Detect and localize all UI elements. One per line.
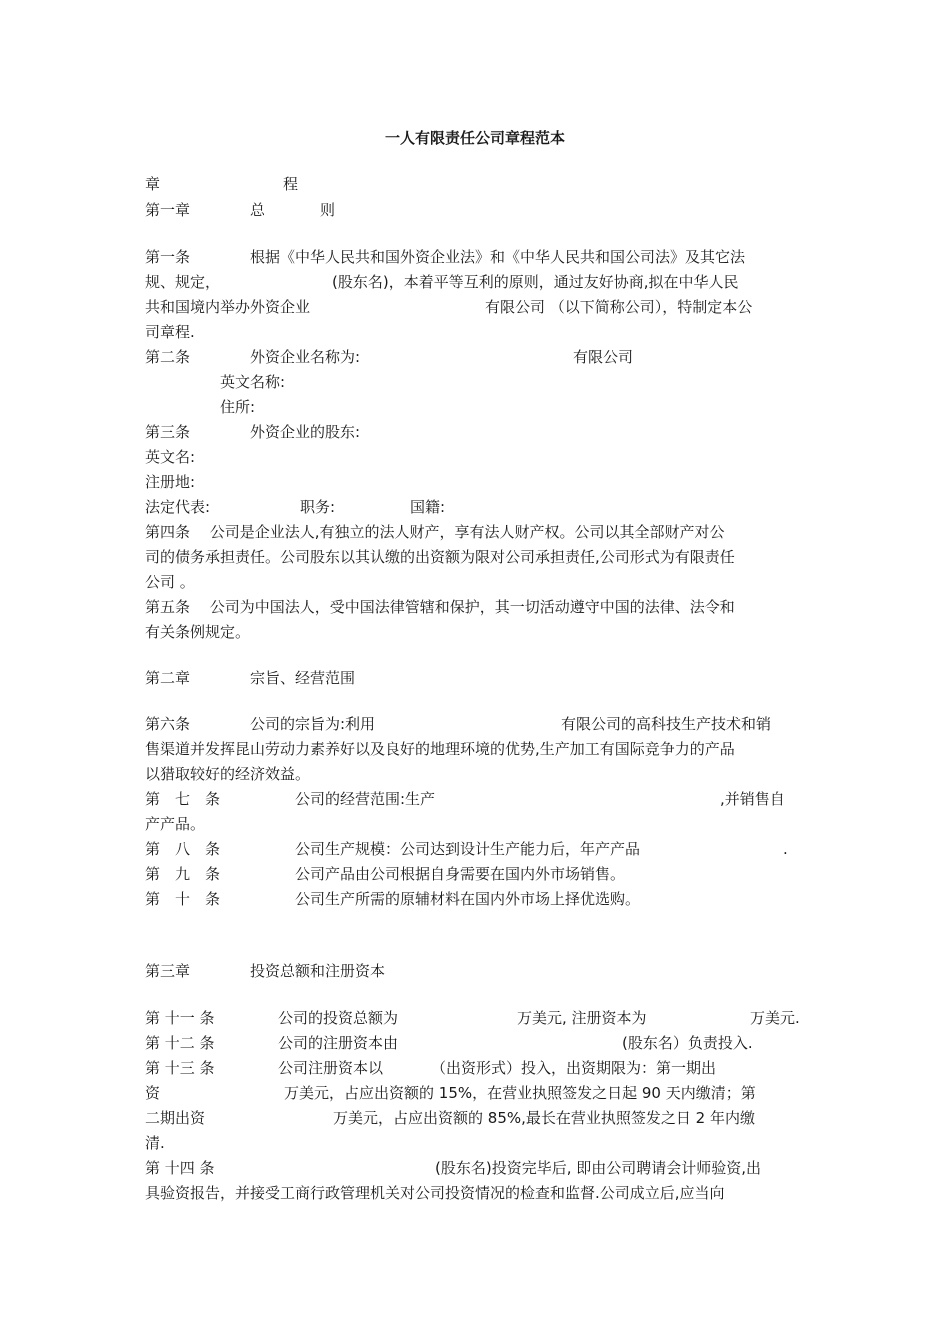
document-title: 一人有限责任公司章程范本	[384, 129, 565, 147]
document-page: 一人有限责任公司章程范本 章 程 第一章 总 则 第一条 根据《中华人民共和国外资企业法》和《中华人民共和国公司法》及其它法 规、规定， (股东名)，本着平等互利的原则，通过友好协商,拟在中华人民 共和国境内举办外资企业 有限公司 （以下简称公司），特制定本公 司章程. 第二条 外资企业名称为: 有限公司 英文名称: 住所: 第三条 外资企业的股东: 英文名: 注册地: 法定代表: 职务: 国籍: 第四条 公司是企业法人,有独立的法人财产，享有法人财产权。公司以其全部财产对公 司的债务承担责任。公司股东以其认缴的出资额为限对公司承担责任,公司形式为有限责任 公司 。 第五条 公司为中国法人，受中国法律管辖和保护，其一切活动遵守中国的法律、法令和 有关条例规定。 第二章 宗旨、经营范围 第六条 公司的宗旨为:利用 有限公司的高科技生产技术和销 售渠道并发挥昆山劳动力素养好以及良好的地理环境的优势,生产加工有国际竞争力的产品 以猎取较好的经济效益。 第 七 条 公司的经营范围:生产 ,并销售自 产产品。 第 八 条 公司生产规模：公司达到设计生产能力后，年产产品 . 第 九 条 公司产品由公司根据自身需要在国内外市场销售。 第 十 条 公司生产所需的原辅材料在国内外市场上择优选购。 第三章 投资总额和注册资本 第 十一 条 公司的投资总额为 万美元, 注册资本为 万美元. 第 十二 条 公司的注册资本由 (股东名）负责投入. 第 十三 条 公司注册资本以 （出资形式）投入，出资期限为：第一期出 资 万美元，占应出资额的 15%，在营业执照签发之日起 90 天内缴清；第 二期出资 万美元，占应出资额的 85%,最长在营业执照签发之日 2 年内缴 清. 第 十四 条 (股东名)投资完毕后, 即由公司聘请会计师验资,出 具验资报告，并接受工商行政管理机关对公司投资情况的检查和监督.公司成立后,应当向	[0, 0, 950, 1344]
